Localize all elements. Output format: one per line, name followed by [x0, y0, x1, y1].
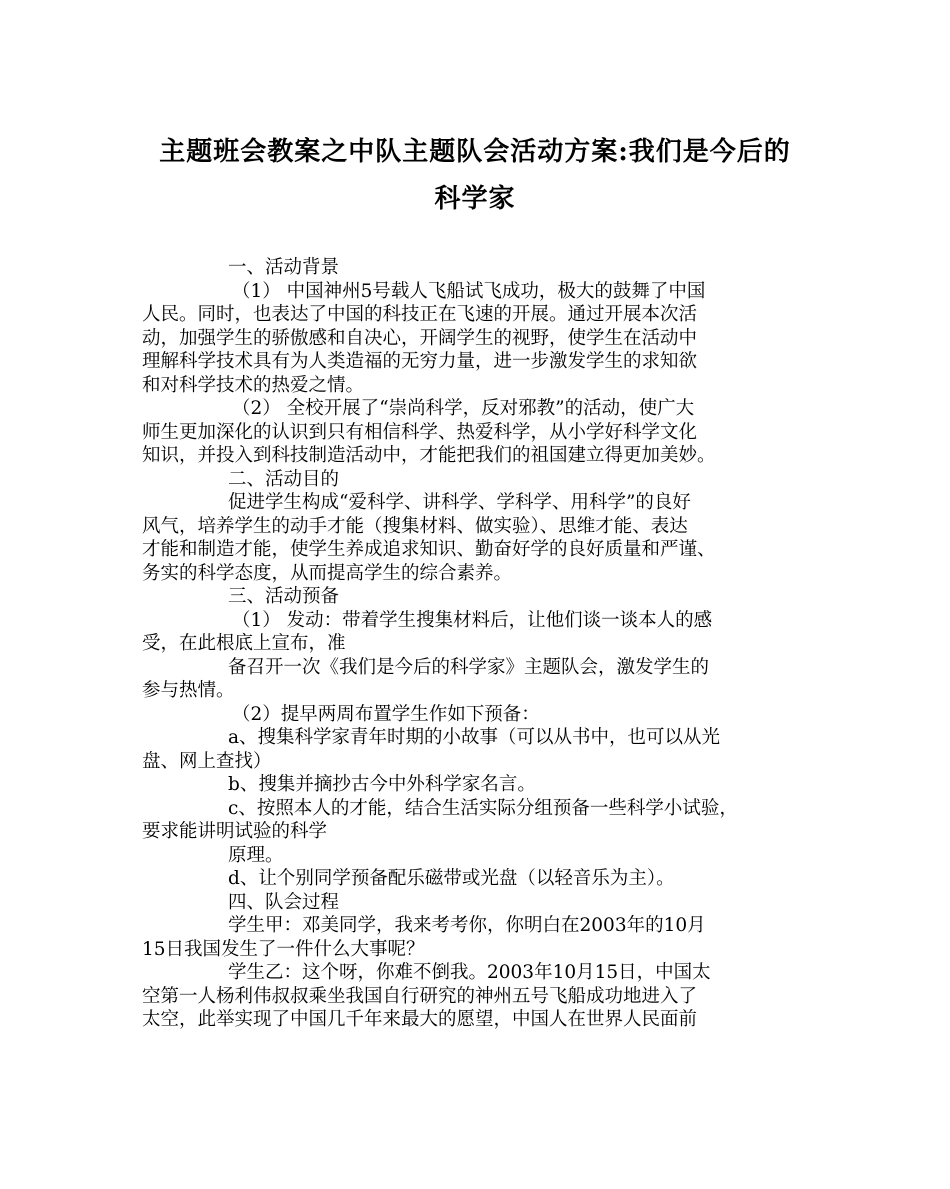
body-line: d、让个别同学预备配乐磁带或光盘（以轻音乐为主）。	[228, 868, 675, 889]
body-line: c、按照本人的才能，结合生活实际分组预备一些科学小试验，	[228, 797, 738, 819]
body-line: 15日我国发生了一件什么大事呢？	[142, 938, 425, 960]
body-line: 三、活动预备	[228, 586, 340, 607]
body-line: （1） 中国神州5号载人飞船试飞成功，极大的鼓舞了中国	[232, 280, 706, 302]
body-line: 空第一人杨利伟叔叔乘坐我国自行研究的神州五号飞船成功地进入了	[142, 985, 698, 1007]
document-title-line-2: 科学家	[434, 184, 516, 214]
body-line: 和对科学技术的热爱之情。	[142, 374, 365, 396]
body-line: 才能和制造才能，使学生养成追求知识、勤奋好学的良好质量和严谨、	[142, 539, 716, 560]
body-line: b、搜集并摘抄古今中外科学家名言。	[228, 774, 536, 795]
body-line: 人民。同时，也表达了中国的科技正在飞速的开展。通过开展本次活	[142, 304, 698, 325]
body-line: （2）提早两周布置学生作如下预备：	[232, 703, 540, 725]
body-line: 四、队会过程	[228, 891, 340, 913]
body-line: 促进学生构成“爱科学、讲科学、学科学、用科学”的良好	[228, 492, 691, 513]
body-line: 盘、网上查找）	[142, 750, 272, 772]
body-line: 学生甲：邓美同学，我来考考你，你明白在2003年的10月	[228, 915, 706, 936]
body-line: 太空，此举实现了中国几千年来最大的愿望，中国人在世界人民面前	[142, 1009, 698, 1030]
body-line: 务实的科学态度，从而提高学生的综合素养。	[142, 562, 513, 584]
body-line: 学生乙：这个呀，你难不倒我。2003年10月15日，中国太	[228, 962, 711, 983]
body-line: 参与热情。	[142, 680, 235, 701]
body-line: 动，加强学生的骄傲感和自决心，开阔学生的视野，使学生在活动中	[142, 327, 698, 349]
body-line: a、搜集科学家青年时期的小故事（可以从书中，也可以从光	[228, 727, 721, 748]
body-line: 理解科学技术具有为人类造福的无穷力量，进一步激发学生的求知欲	[142, 351, 698, 372]
body-line: （2） 全校开展了“崇尚科学，反对邪教”的活动，使广大	[232, 398, 695, 419]
body-line: （1） 发动：带着学生搜集材料后，让他们谈一谈本人的感	[232, 609, 713, 631]
body-line: 要求能讲明试验的科学	[142, 821, 328, 842]
body-line: 受，在此根底上宣布，准	[142, 633, 346, 654]
body-line: 备召开一次《我们是今后的科学家》主题队会，激发学生的	[228, 656, 710, 678]
document-body	[142, 256, 832, 1032]
document-title-line-1: 主题班会教案之中队主题队会活动方案:我们是今后的	[159, 137, 791, 167]
body-line: 二、活动目的	[228, 468, 340, 490]
body-line: 一、活动背景	[228, 257, 340, 278]
body-line: 师生更加深化的认识到只有相信科学、热爱科学，从小学好科学文化	[142, 421, 698, 443]
body-line: 知识，并投入到科技制造活动中，才能把我们的祖国建立得更加美妙。	[142, 445, 716, 466]
body-line: 原理。	[228, 844, 284, 866]
body-line: 风气，培养学生的动手才能（搜集材料、做实验）、思维才能、表达	[142, 515, 688, 537]
